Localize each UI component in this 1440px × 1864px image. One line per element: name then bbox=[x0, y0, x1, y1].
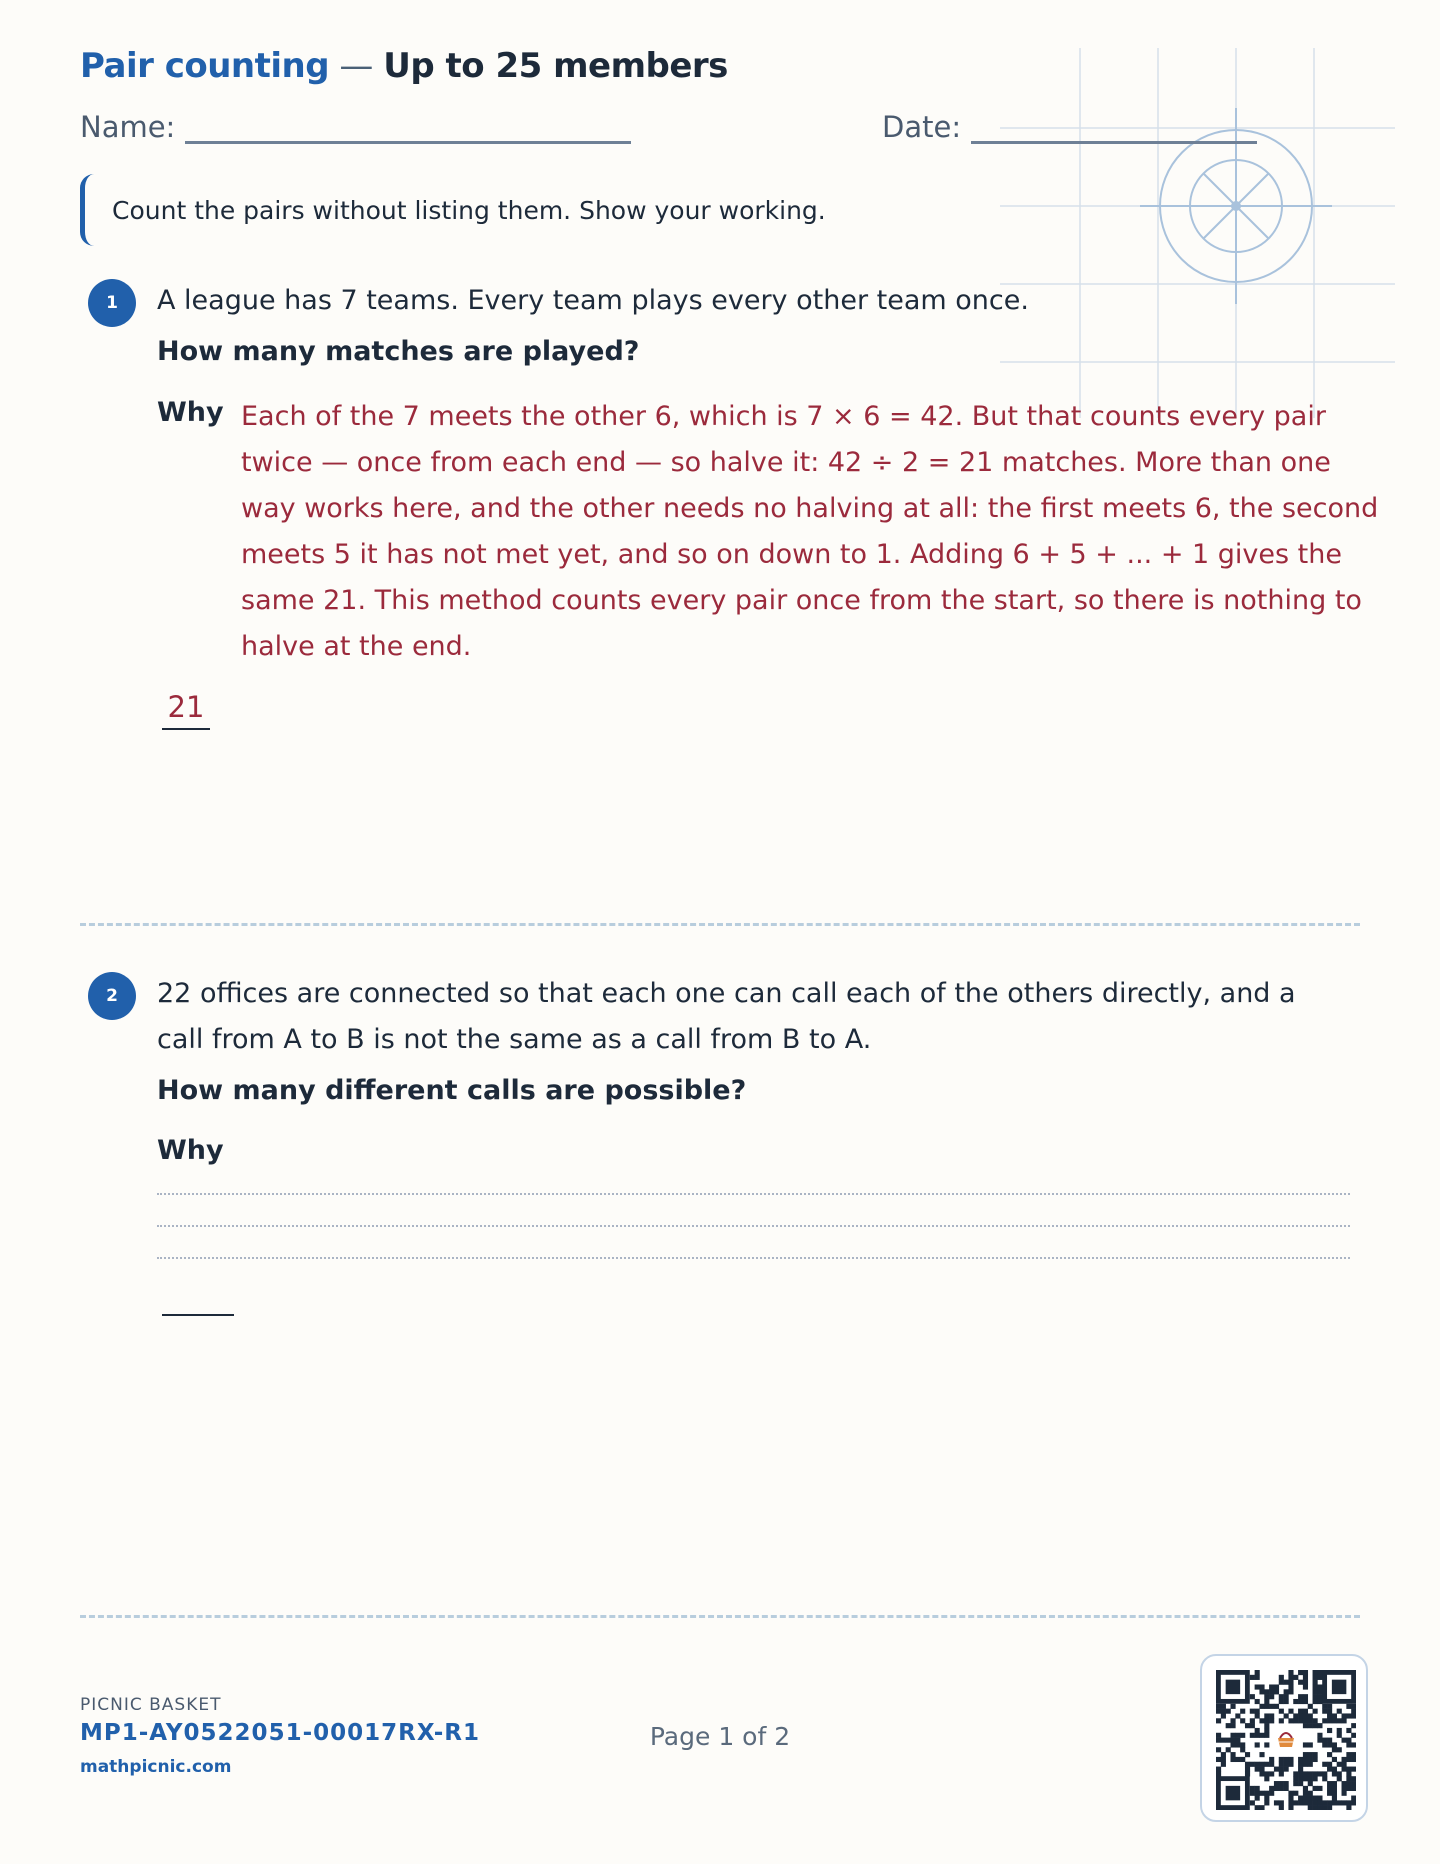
date-label: Date: bbox=[882, 110, 962, 144]
callout-bracket bbox=[80, 174, 94, 246]
page-indicator: Page 1 of 2 bbox=[649, 1722, 791, 1751]
title-level: Up to 25 members bbox=[383, 46, 728, 86]
date-field bbox=[882, 110, 1257, 144]
instruction-callout bbox=[80, 174, 980, 246]
picnic-basket-icon bbox=[1273, 1727, 1299, 1753]
brand-label: PICNIC BASKET bbox=[80, 1695, 222, 1715]
title-topic: Pair counting bbox=[80, 46, 330, 86]
instruction-text: Count the pairs without listing them. Show your working. bbox=[112, 195, 826, 225]
question-number-badge: 2 bbox=[88, 972, 136, 1020]
site-link[interactable]: mathpicnic.com bbox=[80, 1757, 232, 1777]
qr-code-frame[interactable] bbox=[1200, 1654, 1368, 1822]
name-field bbox=[80, 110, 631, 144]
section-divider bbox=[80, 1615, 1360, 1618]
page-title bbox=[80, 46, 728, 86]
question-ask: How many different calls are possible? bbox=[157, 1075, 747, 1106]
name-input-line[interactable] bbox=[185, 113, 631, 144]
name-label: Name: bbox=[80, 110, 176, 144]
crosshair-target-icon bbox=[1000, 48, 1395, 418]
why-explanation: Each of the 7 meets the other 6, which is 7 × 6 = 42. But that counts every pair twice — once from each end — so halve it: 42 ÷ 2 = 21 matches. More than one way works here, and the other needs no halving at all: the first meets 6, the second meets 5 it has not met yet, and so on down to 1. Adding 6 + 5 + ... + 1 gives the same 21. This method counts every pair once from the start, so there is nothing to halve at the end. bbox=[241, 401, 1379, 662]
date-input-line[interactable] bbox=[971, 113, 1257, 144]
answer-value[interactable]: 21 bbox=[162, 690, 210, 730]
question-text: 22 offices are connected so that each one can call each of the others directly, and a call from A to B is not the same as a call from B to A. bbox=[157, 978, 1296, 1055]
working-line[interactable] bbox=[157, 1257, 1350, 1259]
working-line[interactable] bbox=[157, 1225, 1350, 1227]
question-number-badge: 1 bbox=[88, 279, 136, 327]
why-label: Why bbox=[157, 397, 224, 428]
why-label: Why bbox=[157, 1135, 224, 1166]
title-separator: — bbox=[329, 46, 384, 86]
answer-blank[interactable] bbox=[162, 1313, 234, 1316]
section-divider bbox=[80, 923, 1360, 926]
question-text: A league has 7 teams. Every team plays every other team once. bbox=[157, 285, 1029, 316]
worksheet-code: MP1-AY0522051-00017RX-R1 bbox=[80, 1720, 480, 1746]
question-ask: How many matches are played? bbox=[157, 336, 640, 367]
qr-code-icon bbox=[1216, 1670, 1356, 1810]
working-line[interactable] bbox=[157, 1193, 1350, 1195]
